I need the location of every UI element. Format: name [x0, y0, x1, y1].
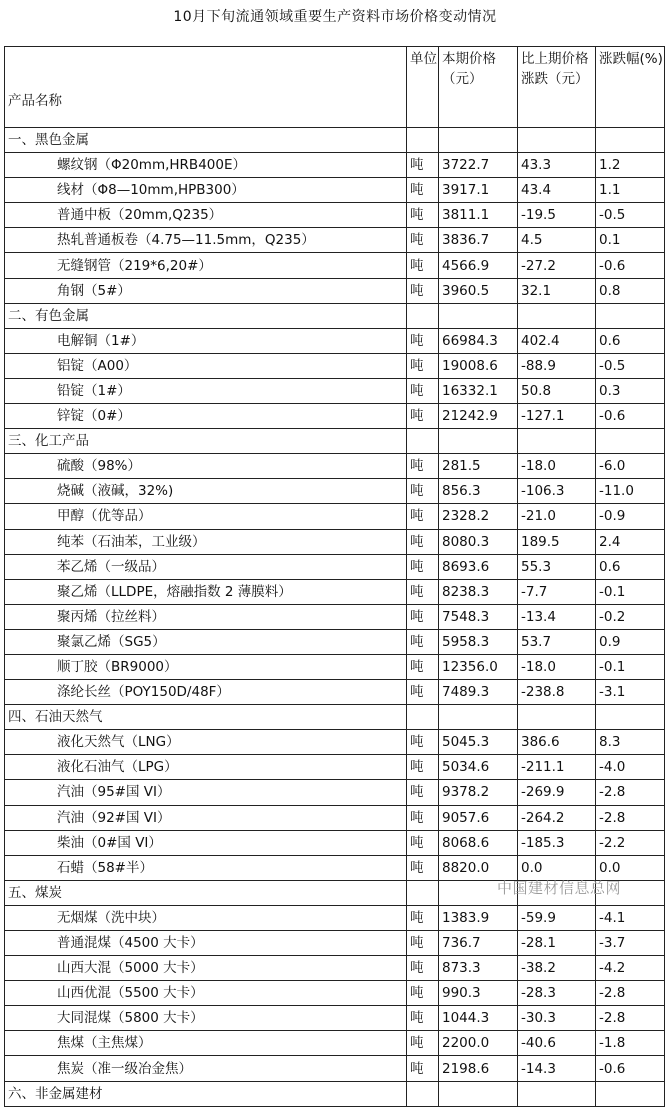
- price-cell: 8693.6: [439, 554, 518, 579]
- table-row: [5, 253, 665, 278]
- unit-cell: 吨: [407, 479, 439, 504]
- unit-cell: 吨: [407, 504, 439, 529]
- product-name-cell: 焦炭（准一级冶金焦）: [5, 1056, 407, 1081]
- change-cell: -14.3: [518, 1056, 596, 1081]
- percent-cell: 0.1: [596, 228, 665, 253]
- percent-cell: 2.4: [596, 529, 665, 554]
- price-cell: 4566.9: [439, 253, 518, 278]
- price-cell: 2200.0: [439, 1031, 518, 1056]
- price-cell: 3722.7: [439, 153, 518, 178]
- percent-cell: 0.6: [596, 554, 665, 579]
- unit-cell: 吨: [407, 981, 439, 1006]
- product-name-cell: 焦煤（主焦煤）: [5, 1031, 407, 1056]
- change-cell: -7.7: [518, 579, 596, 604]
- unit-cell: 吨: [407, 780, 439, 805]
- change-cell: -264.2: [518, 805, 596, 830]
- table-row: [5, 153, 665, 178]
- change-cell: -127.1: [518, 404, 596, 429]
- product-name-cell: 角钢（5#）: [5, 278, 407, 303]
- unit-cell: 吨: [407, 353, 439, 378]
- change-cell: 43.4: [518, 178, 596, 203]
- product-name-cell: 普通中板（20mm,Q235）: [5, 203, 407, 228]
- product-name-cell: 大同混煤（5800 大卡）: [5, 1006, 407, 1031]
- price-cell: 21242.9: [439, 404, 518, 429]
- unit-cell: 吨: [407, 178, 439, 203]
- change-cell: 50.8: [518, 378, 596, 403]
- percent-cell: 0.3: [596, 378, 665, 403]
- change-cell: -59.9: [518, 905, 596, 930]
- price-cell: 990.3: [439, 981, 518, 1006]
- empty-cell: [518, 429, 596, 454]
- table-row: [5, 654, 665, 679]
- change-cell: 0.0: [518, 855, 596, 880]
- unit-cell: 吨: [407, 830, 439, 855]
- unit-cell: 吨: [407, 905, 439, 930]
- price-cell: 7548.3: [439, 604, 518, 629]
- percent-cell: -0.6: [596, 404, 665, 429]
- product-name-cell: 硫酸（98%）: [5, 454, 407, 479]
- table-row: [5, 680, 665, 705]
- table-row: [5, 1006, 665, 1031]
- table-row: [5, 579, 665, 604]
- unit-cell: 吨: [407, 328, 439, 353]
- table-row: [5, 454, 665, 479]
- empty-cell: [439, 705, 518, 730]
- unit-cell: 吨: [407, 529, 439, 554]
- unit-cell: 吨: [407, 454, 439, 479]
- table-row: [5, 1056, 665, 1081]
- percent-cell: -11.0: [596, 479, 665, 504]
- change-cell: -18.0: [518, 454, 596, 479]
- product-name-cell: 普通混煤（4500 大卡）: [5, 931, 407, 956]
- unit-cell: 吨: [407, 203, 439, 228]
- percent-cell: -4.1: [596, 905, 665, 930]
- product-name-cell: 涤纶长丝（POY150D/48F）: [5, 680, 407, 705]
- category-row: [5, 303, 665, 328]
- percent-cell: -6.0: [596, 454, 665, 479]
- change-cell: 53.7: [518, 629, 596, 654]
- price-cell: 8238.3: [439, 579, 518, 604]
- empty-cell: [407, 429, 439, 454]
- price-cell: 19008.6: [439, 353, 518, 378]
- category-label: 六、非金属建材: [5, 1081, 407, 1106]
- price-cell: 873.3: [439, 956, 518, 981]
- table-row: [5, 228, 665, 253]
- table-row: [5, 730, 665, 755]
- table-row: [5, 504, 665, 529]
- price-table: [4, 46, 665, 1107]
- change-cell: -28.1: [518, 931, 596, 956]
- table-row: [5, 203, 665, 228]
- price-cell: 5045.3: [439, 730, 518, 755]
- empty-cell: [596, 705, 665, 730]
- unit-cell: 吨: [407, 629, 439, 654]
- change-cell: -18.0: [518, 654, 596, 679]
- table-row: [5, 981, 665, 1006]
- category-row: [5, 705, 665, 730]
- empty-cell: [518, 303, 596, 328]
- product-name-cell: 铅锭（1#）: [5, 378, 407, 403]
- percent-cell: -0.1: [596, 579, 665, 604]
- unit-cell: 吨: [407, 730, 439, 755]
- product-name-cell: 苯乙烯（一级品）: [5, 554, 407, 579]
- unit-cell: 吨: [407, 554, 439, 579]
- change-cell: -13.4: [518, 604, 596, 629]
- change-cell: 55.3: [518, 554, 596, 579]
- empty-cell: [518, 128, 596, 153]
- category-label: 四、石油天然气: [5, 705, 407, 730]
- empty-cell: [518, 1081, 596, 1106]
- table-row: [5, 328, 665, 353]
- percent-cell: -2.8: [596, 805, 665, 830]
- price-cell: 7489.3: [439, 680, 518, 705]
- empty-cell: [407, 880, 439, 905]
- percent-cell: -0.9: [596, 504, 665, 529]
- product-name-cell: 汽油（95#国 VI）: [5, 780, 407, 805]
- percent-cell: -4.2: [596, 956, 665, 981]
- price-cell: 3836.7: [439, 228, 518, 253]
- product-name-cell: 聚氯乙烯（SG5）: [5, 629, 407, 654]
- header-current-price: 本期价格（元）: [439, 47, 518, 128]
- category-row: [5, 1081, 665, 1106]
- unit-cell: 吨: [407, 956, 439, 981]
- percent-cell: 8.3: [596, 730, 665, 755]
- product-name-cell: 铝锭（A00）: [5, 353, 407, 378]
- price-cell: 1383.9: [439, 905, 518, 930]
- table-row: [5, 353, 665, 378]
- empty-cell: [439, 128, 518, 153]
- document-title: 10月下旬流通领域重要生产资料市场价格变动情况: [173, 9, 497, 25]
- empty-cell: [439, 429, 518, 454]
- percent-cell: -0.6: [596, 253, 665, 278]
- product-name-cell: 线材（Φ8—10mm,HPB300）: [5, 178, 407, 203]
- price-cell: 8080.3: [439, 529, 518, 554]
- product-name-cell: 烧碱（液碱，32%): [5, 479, 407, 504]
- price-cell: 8820.0: [439, 855, 518, 880]
- unit-cell: 吨: [407, 404, 439, 429]
- price-cell: 2198.6: [439, 1056, 518, 1081]
- unit-cell: 吨: [407, 931, 439, 956]
- change-cell: -106.3: [518, 479, 596, 504]
- product-name-cell: 无缝钢管（219*6,20#）: [5, 253, 407, 278]
- price-cell: 736.7: [439, 931, 518, 956]
- price-cell: 281.5: [439, 454, 518, 479]
- unit-cell: 吨: [407, 278, 439, 303]
- table-row: [5, 780, 665, 805]
- change-cell: -21.0: [518, 504, 596, 529]
- empty-cell: [407, 1081, 439, 1106]
- percent-cell: -1.8: [596, 1031, 665, 1056]
- table-header-row: [5, 47, 665, 128]
- change-cell: -27.2: [518, 253, 596, 278]
- change-cell: -88.9: [518, 353, 596, 378]
- price-cell: 5034.6: [439, 755, 518, 780]
- product-name-cell: 汽油（92#国 VI）: [5, 805, 407, 830]
- category-label: 五、煤炭: [5, 880, 407, 905]
- percent-cell: -0.2: [596, 604, 665, 629]
- table-row: [5, 278, 665, 303]
- unit-cell: 吨: [407, 153, 439, 178]
- change-cell: -30.3: [518, 1006, 596, 1031]
- product-name-cell: 无烟煤（洗中块）: [5, 905, 407, 930]
- category-label: 二、有色金属: [5, 303, 407, 328]
- price-cell: 8068.6: [439, 830, 518, 855]
- table-row: [5, 956, 665, 981]
- header-unit: 单位: [407, 47, 439, 128]
- empty-cell: [407, 705, 439, 730]
- change-cell: -38.2: [518, 956, 596, 981]
- percent-cell: -0.6: [596, 1056, 665, 1081]
- price-cell: 5958.3: [439, 629, 518, 654]
- empty-cell: [439, 303, 518, 328]
- change-cell: 4.5: [518, 228, 596, 253]
- table-row: [5, 805, 665, 830]
- product-name-cell: 聚乙烯（LLDPE，熔融指数 2 薄膜料）: [5, 579, 407, 604]
- change-cell: 402.4: [518, 328, 596, 353]
- table-row: [5, 178, 665, 203]
- change-cell: 32.1: [518, 278, 596, 303]
- change-cell: -238.8: [518, 680, 596, 705]
- percent-cell: -2.8: [596, 981, 665, 1006]
- change-cell: -28.3: [518, 981, 596, 1006]
- product-name-cell: 甲醇（优等品）: [5, 504, 407, 529]
- product-name-cell: 山西大混（5000 大卡）: [5, 956, 407, 981]
- header-price-change: 比上期价格涨跌（元）: [518, 47, 596, 128]
- table-row: [5, 529, 665, 554]
- product-name-cell: 顺丁胶（BR9000）: [5, 654, 407, 679]
- percent-cell: 1.2: [596, 153, 665, 178]
- table-row: [5, 905, 665, 930]
- empty-cell: [596, 1081, 665, 1106]
- change-cell: -185.3: [518, 830, 596, 855]
- product-name-cell: 螺纹钢（Φ20mm,HRB400E）: [5, 153, 407, 178]
- change-cell: 386.6: [518, 730, 596, 755]
- product-name-cell: 液化天然气（LNG）: [5, 730, 407, 755]
- product-name-cell: 柴油（0#国 VI）: [5, 830, 407, 855]
- product-name-cell: 热轧普通板卷（4.75—11.5mm，Q235）: [5, 228, 407, 253]
- percent-cell: -2.2: [596, 830, 665, 855]
- price-cell: 9378.2: [439, 780, 518, 805]
- change-cell: -269.9: [518, 780, 596, 805]
- price-cell: 12356.0: [439, 654, 518, 679]
- unit-cell: 吨: [407, 805, 439, 830]
- product-name-cell: 液化石油气（LPG）: [5, 755, 407, 780]
- price-cell: 66984.3: [439, 328, 518, 353]
- unit-cell: 吨: [407, 1056, 439, 1081]
- percent-cell: -3.1: [596, 680, 665, 705]
- percent-cell: 0.6: [596, 328, 665, 353]
- unit-cell: 吨: [407, 604, 439, 629]
- table-row: [5, 479, 665, 504]
- price-cell: 2328.2: [439, 504, 518, 529]
- percent-cell: -3.7: [596, 931, 665, 956]
- table-row: [5, 604, 665, 629]
- empty-cell: [596, 128, 665, 153]
- table-row: [5, 378, 665, 403]
- percent-cell: 1.1: [596, 178, 665, 203]
- change-cell: -19.5: [518, 203, 596, 228]
- price-cell: 3960.5: [439, 278, 518, 303]
- price-cell: 1044.3: [439, 1006, 518, 1031]
- change-cell: 43.3: [518, 153, 596, 178]
- category-label: 三、化工产品: [5, 429, 407, 454]
- empty-cell: [439, 1081, 518, 1106]
- unit-cell: 吨: [407, 855, 439, 880]
- category-row: [5, 429, 665, 454]
- product-name-cell: 纯苯（石油苯，工业级）: [5, 529, 407, 554]
- percent-cell: 0.8: [596, 278, 665, 303]
- table-row: [5, 554, 665, 579]
- percent-cell: -0.5: [596, 353, 665, 378]
- table-body: [5, 128, 665, 1107]
- product-name-cell: 聚丙烯（拉丝料）: [5, 604, 407, 629]
- empty-cell: [596, 429, 665, 454]
- unit-cell: 吨: [407, 654, 439, 679]
- category-label: 一、黑色金属: [5, 128, 407, 153]
- change-cell: 189.5: [518, 529, 596, 554]
- percent-cell: 0.9: [596, 629, 665, 654]
- price-cell: 3917.1: [439, 178, 518, 203]
- empty-cell: [407, 303, 439, 328]
- percent-cell: -2.8: [596, 1006, 665, 1031]
- table-row: [5, 404, 665, 429]
- empty-cell: [596, 303, 665, 328]
- unit-cell: 吨: [407, 378, 439, 403]
- category-row: [5, 128, 665, 153]
- table-row: [5, 931, 665, 956]
- product-name-cell: 山西优混（5500 大卡）: [5, 981, 407, 1006]
- header-change-percent: 涨跌幅(%): [596, 47, 665, 128]
- change-cell: -211.1: [518, 755, 596, 780]
- table-row: [5, 830, 665, 855]
- unit-cell: 吨: [407, 228, 439, 253]
- percent-cell: -0.5: [596, 203, 665, 228]
- price-cell: 856.3: [439, 479, 518, 504]
- percent-cell: -2.8: [596, 780, 665, 805]
- price-cell: 9057.6: [439, 805, 518, 830]
- watermark: 中国建材信息总网: [497, 879, 622, 897]
- unit-cell: 吨: [407, 253, 439, 278]
- empty-cell: [518, 705, 596, 730]
- change-cell: -40.6: [518, 1031, 596, 1056]
- price-cell: 3811.1: [439, 203, 518, 228]
- percent-cell: 0.0: [596, 855, 665, 880]
- empty-cell: [407, 128, 439, 153]
- unit-cell: 吨: [407, 755, 439, 780]
- unit-cell: 吨: [407, 579, 439, 604]
- percent-cell: -0.1: [596, 654, 665, 679]
- table-row: [5, 755, 665, 780]
- unit-cell: 吨: [407, 1006, 439, 1031]
- unit-cell: 吨: [407, 1031, 439, 1056]
- percent-cell: -4.0: [596, 755, 665, 780]
- product-name-cell: 锌锭（0#）: [5, 404, 407, 429]
- table-row: [5, 1031, 665, 1056]
- product-name-cell: 电解铜（1#）: [5, 328, 407, 353]
- product-name-cell: 石蜡（58#半）: [5, 855, 407, 880]
- table-row: [5, 629, 665, 654]
- price-cell: 16332.1: [439, 378, 518, 403]
- unit-cell: 吨: [407, 680, 439, 705]
- header-product-name: 产品名称: [5, 47, 407, 128]
